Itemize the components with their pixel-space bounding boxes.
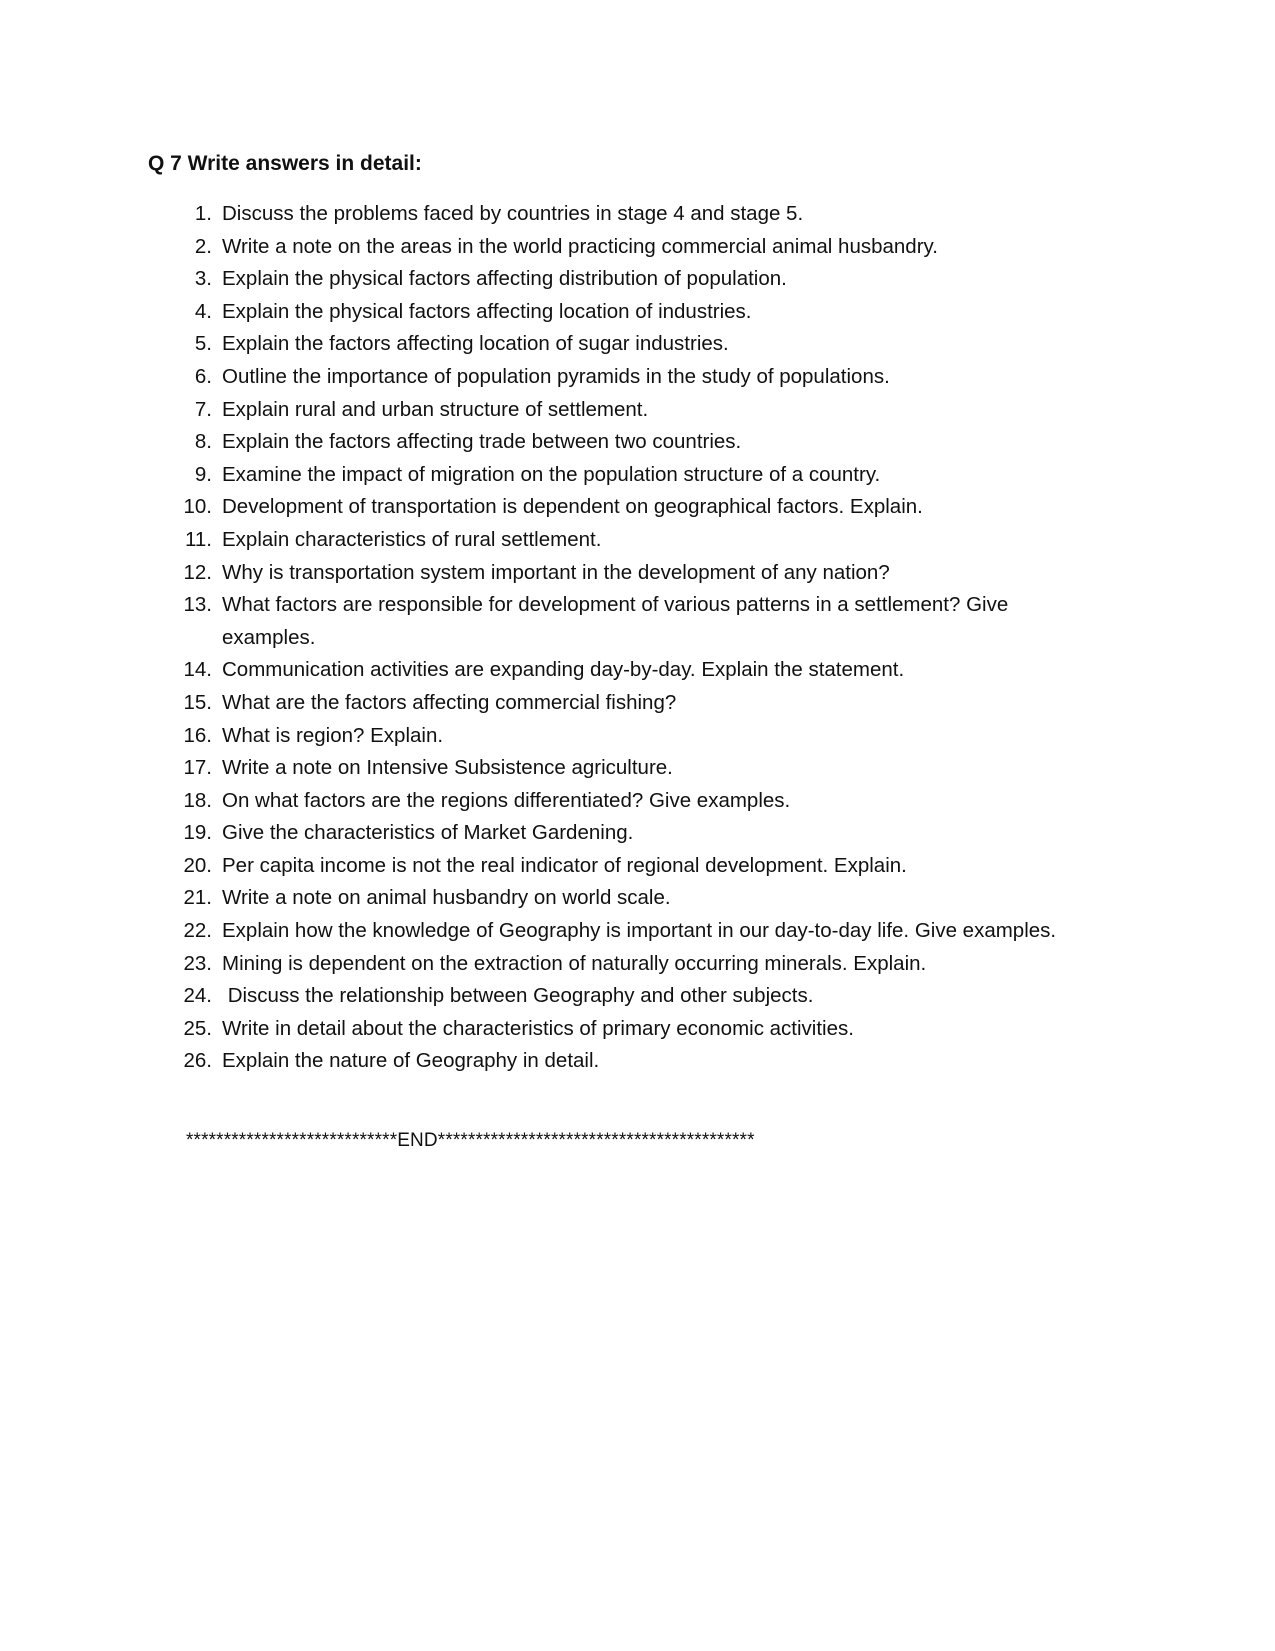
question-number: 23. [183, 951, 212, 975]
question-text: Write in detail about the characteristics of primary economic activities. [222, 1016, 854, 1040]
question-number: 2. [194, 234, 212, 258]
question-text: Write a note on Intensive Subsistence agriculture. [222, 756, 673, 780]
question-number: 3. [194, 267, 212, 291]
question-text: What are the factors affecting commercial fishing? [222, 690, 677, 714]
question-number: 13. [183, 593, 212, 617]
question-heading: Q 7 Write answers in detail: [148, 152, 422, 175]
question-text: Explain how the knowledge of Geography is important in our day-to-day life. Give examples. [222, 919, 1057, 943]
question-item [0, 491, 1275, 524]
question-number: 26. [183, 1049, 212, 1073]
question-text: Explain the physical factors affecting distribution of population. [222, 267, 787, 291]
question-text: Development of transportation is dependent on geographical factors. Explain. [222, 495, 923, 519]
question-text: Give the characteristics of Market Gardening. [222, 821, 634, 845]
question-number: 7. [194, 397, 212, 421]
question-number: 19. [183, 821, 212, 845]
question-item [0, 557, 1275, 590]
question-text: Explain characteristics of rural settlement. [222, 527, 602, 551]
question-item [0, 720, 1275, 753]
question-item [0, 948, 1275, 981]
question-number: 24. [183, 984, 212, 1008]
question-item [0, 850, 1275, 883]
question-text: On what factors are the regions differentiated? Give examples. [222, 788, 791, 812]
question-text: Outline the importance of population pyramids in the study of populations. [222, 364, 890, 388]
question-number: 12. [183, 560, 212, 584]
question-number: 20. [183, 853, 212, 877]
question-number: 22. [183, 919, 212, 943]
question-item [0, 654, 1275, 687]
question-number: 10. [183, 495, 212, 519]
question-number: 8. [194, 430, 212, 454]
question-text: Write a note on animal husbandry on world scale. [222, 886, 671, 910]
question-item [0, 459, 1275, 492]
question-number: 9. [194, 462, 212, 486]
question-item [0, 687, 1275, 720]
question-number: 18. [183, 788, 212, 812]
question-text: Explain the factors affecting trade between two countries. [222, 430, 742, 454]
question-number: 6. [194, 364, 212, 388]
question-number: 4. [194, 299, 212, 323]
question-item [0, 198, 1275, 231]
question-text: Explain the nature of Geography in detail. [222, 1049, 600, 1073]
question-item [0, 1013, 1275, 1046]
question-text: What factors are responsible for development of various patterns in a settlement? Give examples. [222, 593, 1009, 649]
question-item [0, 752, 1275, 785]
question-number: 17. [183, 756, 212, 780]
question-number: 5. [194, 332, 212, 356]
question-text: Communication activities are expanding day-by-day. Explain the statement. [222, 658, 905, 682]
question-number: 21. [183, 886, 212, 910]
question-text: Explain the physical factors affecting location of industries. [222, 299, 752, 323]
question-item [0, 524, 1275, 557]
question-text: Examine the impact of migration on the population structure of a country. [222, 462, 881, 486]
question-item [0, 817, 1275, 850]
question-item [0, 231, 1275, 264]
question-number: 25. [183, 1016, 212, 1040]
question-item [0, 361, 1275, 394]
question-text: What is region? Explain. [222, 723, 444, 747]
question-text: Discuss the relationship between Geography and other subjects. [222, 984, 814, 1008]
end-marker: ****************************END****************************************** [186, 1130, 755, 1151]
question-number: 16. [183, 723, 212, 747]
question-text: Discuss the problems faced by countries in stage 4 and stage 5. [222, 202, 804, 225]
question-item [0, 328, 1275, 361]
question-item [0, 1045, 1275, 1078]
question-item [0, 394, 1275, 427]
question-number: 15. [183, 690, 212, 714]
question-number: 1. [194, 202, 212, 225]
question-item [0, 426, 1275, 459]
question-text: Why is transportation system important in the development of any nation? [222, 560, 890, 584]
question-item [0, 263, 1275, 296]
question-item [0, 785, 1275, 818]
question-item [0, 980, 1275, 1013]
question-list [0, 198, 1275, 1078]
question-item [0, 915, 1275, 948]
question-item [0, 589, 1275, 654]
question-text: Write a note on the areas in the world practicing commercial animal husbandry. [222, 234, 938, 258]
question-item [0, 882, 1275, 915]
question-number: 14. [183, 658, 212, 682]
question-text: Per capita income is not the real indicator of regional development. Explain. [222, 853, 907, 877]
question-text: Explain rural and urban structure of settlement. [222, 397, 649, 421]
question-number: 11. [185, 527, 212, 551]
question-item [0, 296, 1275, 329]
question-text: Mining is dependent on the extraction of naturally occurring minerals. Explain. [222, 951, 927, 975]
question-text: Explain the factors affecting location of sugar industries. [222, 332, 729, 356]
